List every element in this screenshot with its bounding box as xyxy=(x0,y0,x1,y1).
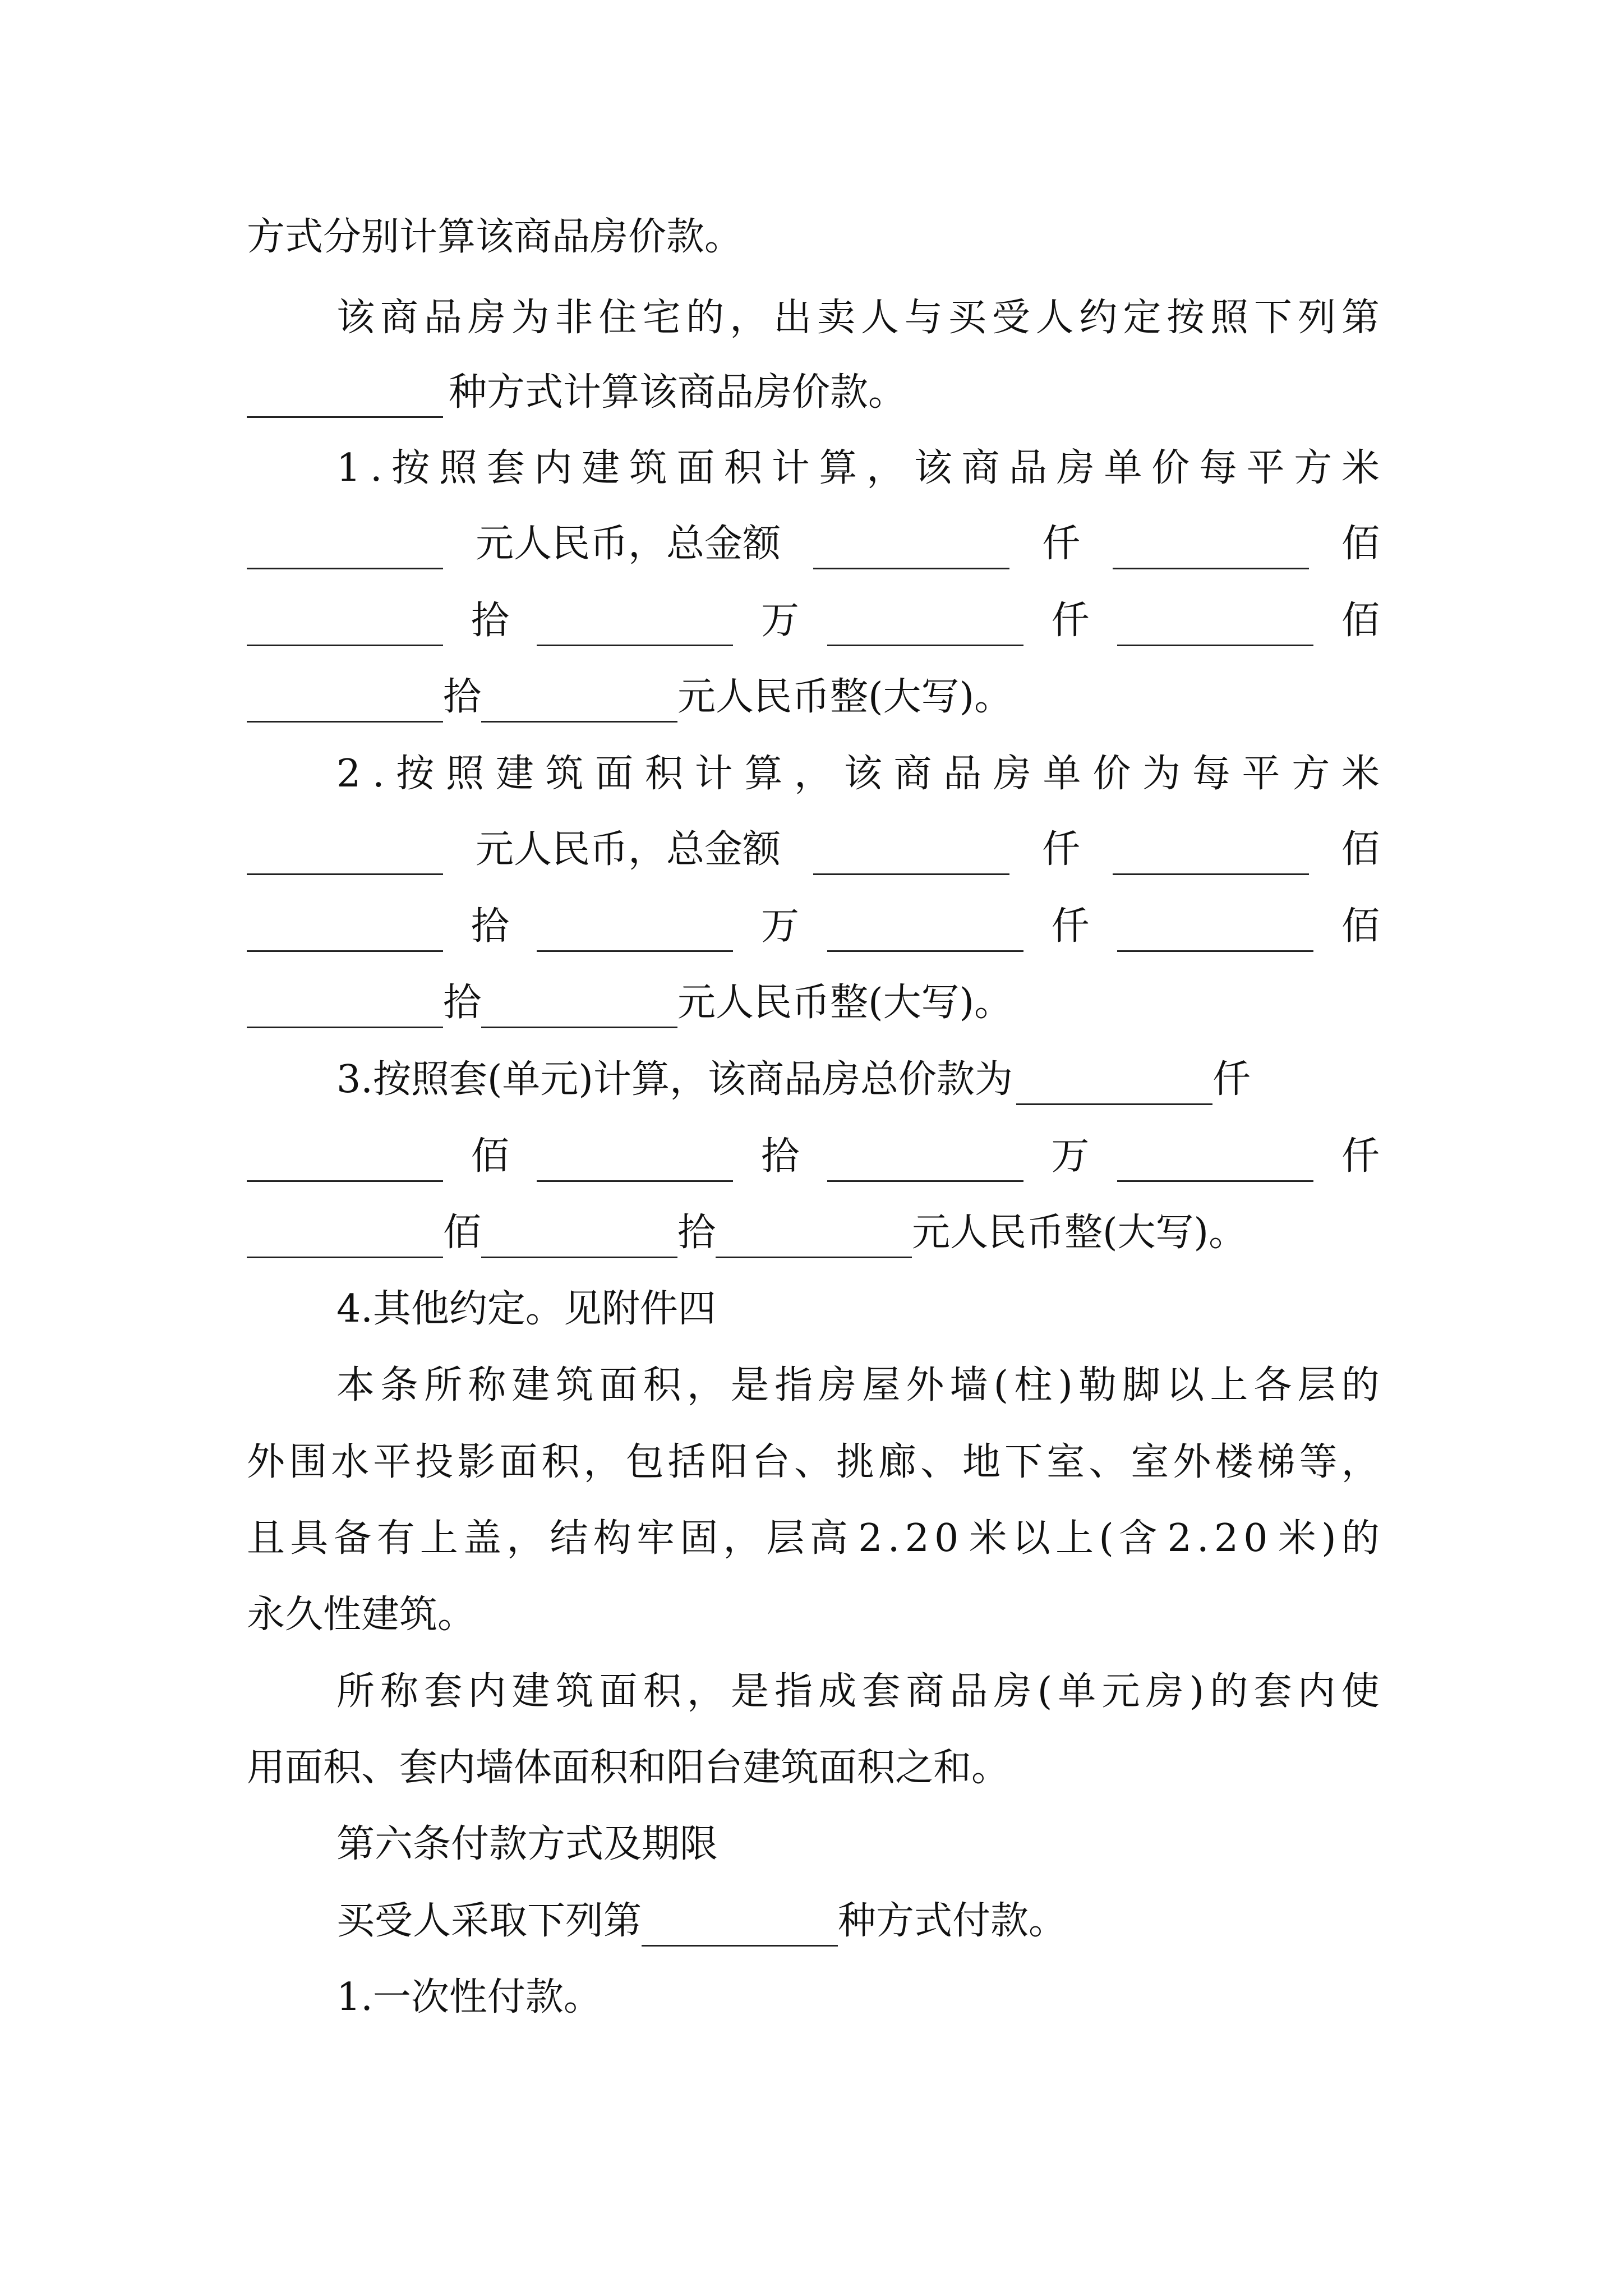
text-line xyxy=(247,367,1380,418)
character: ， xyxy=(866,446,905,490)
character: ( xyxy=(1037,1669,1053,1714)
character: ， xyxy=(506,1516,545,1561)
text-line xyxy=(336,1667,1380,1717)
unit-label: 仟 xyxy=(1212,1057,1251,1102)
character: ， xyxy=(686,1363,725,1407)
text-line xyxy=(336,1896,1380,1947)
character: 住 xyxy=(598,296,637,340)
text-line xyxy=(247,1131,1380,1182)
paragraph-text: 种方式付款。 xyxy=(838,1899,1067,1943)
character: 各 xyxy=(1253,1363,1292,1407)
amount-blank[interactable] xyxy=(247,611,443,646)
amount-blank[interactable] xyxy=(1117,1147,1313,1182)
character: 面 xyxy=(599,1363,638,1407)
text-line xyxy=(336,1055,1380,1105)
amount-blank[interactable] xyxy=(1117,917,1313,952)
amount-blank[interactable] xyxy=(813,840,1009,875)
character: 方 xyxy=(1292,752,1330,796)
character: 建 xyxy=(581,446,620,490)
character: 称 xyxy=(468,1363,506,1407)
character: 房 xyxy=(818,1363,857,1407)
character: 牢 xyxy=(636,1516,675,1561)
amount-blank[interactable] xyxy=(813,534,1009,569)
character: ) xyxy=(1321,1516,1336,1561)
character: 米 xyxy=(1341,752,1380,796)
character: 2 xyxy=(1167,1516,1192,1561)
character: . xyxy=(370,446,382,490)
character: 筑 xyxy=(629,446,667,490)
character: 品 xyxy=(1009,446,1048,490)
amount-blank[interactable] xyxy=(247,993,443,1028)
character: 成 xyxy=(818,1669,857,1714)
amount-blank[interactable] xyxy=(247,1223,443,1258)
character: 房 xyxy=(1056,446,1095,490)
character: 台 xyxy=(751,1440,790,1484)
character: 面 xyxy=(676,446,715,490)
paragraph-text: 元人民币整(大写)。 xyxy=(677,981,1013,1025)
character: 称 xyxy=(380,1669,419,1714)
character: 商 xyxy=(893,752,932,796)
text-line xyxy=(247,1513,1380,1564)
paragraph-text: 买受人采取下列第 xyxy=(336,1899,642,1943)
clause-3-heading: 3.按照套(单元)计算，该商品房总价款为 xyxy=(336,1057,1013,1102)
unit-label: 仟 xyxy=(1051,599,1090,643)
character: 所 xyxy=(336,1669,375,1714)
character: 建 xyxy=(495,752,534,796)
character: ( xyxy=(993,1363,1009,1407)
text-line xyxy=(247,901,1380,952)
amount-blank[interactable] xyxy=(827,917,1023,952)
character: 出 xyxy=(773,296,812,340)
character: 方 xyxy=(1294,446,1332,490)
character: 脚 xyxy=(1122,1363,1161,1407)
character: 内 xyxy=(1297,1669,1336,1714)
character: 上 xyxy=(1210,1363,1248,1407)
character: 宅 xyxy=(642,296,681,340)
character: 每 xyxy=(1192,752,1230,796)
character: 照 xyxy=(439,446,477,490)
text-line xyxy=(247,1437,1380,1488)
character: 廊 xyxy=(878,1440,916,1484)
character: 卖 xyxy=(817,296,855,340)
unit-label: 拾 xyxy=(761,1134,800,1179)
character: 内 xyxy=(468,1669,506,1714)
character: 梯 xyxy=(1257,1440,1295,1484)
character: 层 xyxy=(1297,1363,1336,1407)
character: 1 xyxy=(336,446,361,490)
payment-option-1: 1.一次性付款。 xyxy=(336,1975,602,2019)
character: 元 xyxy=(1101,1669,1140,1714)
character: 备 xyxy=(333,1516,372,1561)
text-line xyxy=(247,1743,1380,1793)
character: ( xyxy=(1099,1516,1114,1561)
character: 围 xyxy=(289,1440,328,1484)
section-heading: 第六条付款方式及期限 xyxy=(336,1822,718,1866)
character: 米 xyxy=(969,1516,1007,1561)
unit-label: 仟 xyxy=(1041,522,1080,566)
unit-label: 万 xyxy=(761,904,800,949)
payment-method-blank[interactable] xyxy=(642,1911,838,1947)
amount-label: 元人民币，总金额 xyxy=(475,827,781,872)
character: 积 xyxy=(724,446,763,490)
amount-blank[interactable] xyxy=(247,687,443,723)
character: 的 xyxy=(1341,1516,1380,1561)
character: ， xyxy=(794,752,833,796)
character: 外 xyxy=(906,1363,944,1407)
text-line xyxy=(247,519,1380,569)
character: 与 xyxy=(904,296,943,340)
text-line xyxy=(247,672,1380,723)
character: 使 xyxy=(1341,1669,1380,1714)
character: 该 xyxy=(914,446,952,490)
amount-blank[interactable] xyxy=(537,611,733,646)
character: ， xyxy=(583,1440,622,1484)
character: 品 xyxy=(949,1669,988,1714)
text-line xyxy=(247,978,1380,1028)
character: 套 xyxy=(486,446,525,490)
text-line xyxy=(336,749,1380,799)
text-line xyxy=(336,1819,1380,1870)
character: 按 xyxy=(1166,296,1205,340)
character: 积 xyxy=(644,752,683,796)
fill-in-blank[interactable] xyxy=(247,383,443,418)
character: 单 xyxy=(1043,752,1081,796)
character: 房 xyxy=(1145,1669,1184,1714)
amount-blank[interactable] xyxy=(1113,534,1309,569)
character: 以 xyxy=(1166,1363,1205,1407)
text-line xyxy=(336,1360,1380,1411)
character: 房 xyxy=(993,1669,1032,1714)
character: 是 xyxy=(730,1669,769,1714)
character: 面 xyxy=(499,1440,538,1484)
unit-label: 拾 xyxy=(443,981,482,1025)
character: 室 xyxy=(1131,1440,1169,1484)
character: 的 xyxy=(686,296,725,340)
character: 柱 xyxy=(1014,1363,1053,1407)
unit-label: 佰 xyxy=(1341,827,1380,872)
character: 面 xyxy=(599,1669,638,1714)
character: 墙 xyxy=(949,1363,988,1407)
character: ) xyxy=(1189,1669,1205,1714)
paragraph-text: 用面积、套内墙体面积和阳台建筑面积之和。 xyxy=(247,1746,1010,1790)
character: 指 xyxy=(774,1363,813,1407)
character: ， xyxy=(723,1516,762,1561)
unit-label: 万 xyxy=(1051,1134,1090,1179)
character: . xyxy=(372,752,385,796)
text-line xyxy=(247,596,1380,646)
character: 商 xyxy=(961,446,1000,490)
amount-blank[interactable] xyxy=(481,687,677,723)
character: 平 xyxy=(373,1440,412,1484)
character: 所 xyxy=(424,1363,463,1407)
character: . xyxy=(887,1516,900,1561)
character: 、 xyxy=(920,1440,959,1484)
unit-price-blank[interactable] xyxy=(247,534,443,569)
character: 套 xyxy=(1253,1669,1292,1714)
character: 筑 xyxy=(555,1669,594,1714)
character: 下 xyxy=(1254,296,1293,340)
character: 该 xyxy=(336,296,375,340)
character: 的 xyxy=(1210,1669,1248,1714)
character: 积 xyxy=(541,1440,580,1484)
character: 0 xyxy=(934,1516,959,1561)
character: 勒 xyxy=(1078,1363,1117,1407)
character: 条 xyxy=(380,1363,419,1407)
unit-label: 拾 xyxy=(471,599,509,643)
text-line xyxy=(247,212,1380,263)
character: 价 xyxy=(1151,446,1190,490)
character: 买 xyxy=(948,296,986,340)
character: 下 xyxy=(1004,1440,1043,1484)
character: 单 xyxy=(1104,446,1142,490)
character: 屋 xyxy=(862,1363,901,1407)
character: 结 xyxy=(550,1516,588,1561)
unit-label: 拾 xyxy=(677,1211,716,1255)
character: 2 xyxy=(905,1516,929,1561)
character: 列 xyxy=(1297,296,1336,340)
character: 受 xyxy=(992,296,1030,340)
amount-blank[interactable] xyxy=(247,917,443,952)
amount-blank[interactable] xyxy=(537,917,733,952)
character: 以 xyxy=(1012,1516,1050,1561)
character: ) xyxy=(1058,1363,1073,1407)
character: 、 xyxy=(794,1440,832,1484)
character: 内 xyxy=(534,446,573,490)
character: 的 xyxy=(1341,1363,1380,1407)
character: 层 xyxy=(766,1516,805,1561)
character: 地 xyxy=(962,1440,1001,1484)
character: 房 xyxy=(467,296,506,340)
unit-label: 佰 xyxy=(1341,904,1380,949)
character: 按 xyxy=(391,446,430,490)
text-line xyxy=(336,1284,1380,1335)
character: 室 xyxy=(1046,1440,1085,1484)
paragraph-text: 元人民币整(大写)。 xyxy=(677,675,1013,719)
character: 平 xyxy=(1242,752,1280,796)
character: 为 xyxy=(1142,752,1181,796)
character: ， xyxy=(730,296,768,340)
character: 米 xyxy=(1278,1516,1316,1561)
amount-blank[interactable] xyxy=(481,993,677,1028)
unit-label: 佰 xyxy=(1341,599,1380,643)
text-line xyxy=(336,293,1380,343)
unit-label: 佰 xyxy=(1341,522,1380,566)
text-line xyxy=(336,443,1380,494)
character: 房 xyxy=(993,752,1031,796)
character: 非 xyxy=(555,296,593,340)
character: 挑 xyxy=(836,1440,874,1484)
character: 套 xyxy=(424,1669,463,1714)
character: 价 xyxy=(1092,752,1131,796)
amount-blank[interactable] xyxy=(247,1147,443,1182)
character: 人 xyxy=(1035,296,1074,340)
character: 盖 xyxy=(463,1516,502,1561)
character: 商 xyxy=(380,296,418,340)
character: 外 xyxy=(1173,1440,1211,1484)
character: 按 xyxy=(396,752,435,796)
amount-blank[interactable] xyxy=(1016,1070,1212,1105)
character: 包 xyxy=(625,1440,664,1484)
character: 积 xyxy=(643,1363,681,1407)
amount-blank[interactable] xyxy=(481,1223,677,1258)
character: 照 xyxy=(446,752,485,796)
amount-blank[interactable] xyxy=(1113,840,1309,875)
character: 单 xyxy=(1058,1669,1096,1714)
character: 等 xyxy=(1299,1440,1338,1484)
unit-label: 仟 xyxy=(1341,1134,1380,1179)
character: 该 xyxy=(843,752,882,796)
character: 计 xyxy=(771,446,810,490)
character: 2 xyxy=(1214,1516,1239,1561)
amount-blank[interactable] xyxy=(1117,611,1313,646)
character: 投 xyxy=(415,1440,454,1484)
paragraph-text: 元人民币整(大写)。 xyxy=(912,1211,1247,1255)
character: 约 xyxy=(1079,296,1118,340)
amount-blank[interactable] xyxy=(537,1147,733,1182)
character: 计 xyxy=(694,752,733,796)
character: 本 xyxy=(336,1363,375,1407)
character: 套 xyxy=(862,1669,901,1714)
character: 上 xyxy=(419,1516,458,1561)
character: 平 xyxy=(1246,446,1285,490)
character: 面 xyxy=(595,752,634,796)
character: 为 xyxy=(511,296,550,340)
character: 且 xyxy=(247,1516,285,1561)
unit-label: 拾 xyxy=(443,675,482,719)
character: 照 xyxy=(1210,296,1249,340)
character: 人 xyxy=(860,296,899,340)
paragraph-text: 永久性建筑。 xyxy=(247,1593,476,1637)
character: 固 xyxy=(680,1516,718,1561)
unit-price-blank[interactable] xyxy=(247,840,443,875)
character: 括 xyxy=(667,1440,706,1484)
unit-label: 拾 xyxy=(471,904,509,949)
unit-label: 仟 xyxy=(1041,827,1080,872)
character: . xyxy=(1196,1516,1209,1561)
character: 楼 xyxy=(1215,1440,1253,1484)
character: 构 xyxy=(593,1516,631,1561)
character: 高 xyxy=(809,1516,848,1561)
character: 算 xyxy=(744,752,783,796)
unit-label: 佰 xyxy=(471,1134,509,1179)
character: 米 xyxy=(1341,446,1380,490)
character: 影 xyxy=(457,1440,496,1484)
character: 0 xyxy=(1243,1516,1268,1561)
character: 有 xyxy=(376,1516,415,1561)
unit-label: 佰 xyxy=(443,1211,482,1255)
character: 是 xyxy=(730,1363,769,1407)
character: 水 xyxy=(331,1440,370,1484)
paragraph-text: 方式分别计算该商品房价款。 xyxy=(247,215,743,259)
character: 每 xyxy=(1198,446,1237,490)
character: 筑 xyxy=(555,1363,594,1407)
character: 、 xyxy=(1089,1440,1127,1484)
character: 2 xyxy=(336,752,361,796)
character: 积 xyxy=(643,1669,681,1714)
character: 具 xyxy=(290,1516,329,1561)
amount-blank[interactable] xyxy=(716,1223,912,1258)
amount-label: 元人民币，总金额 xyxy=(475,522,781,566)
character: 筑 xyxy=(545,752,584,796)
character: 含 xyxy=(1119,1516,1158,1561)
unit-label: 仟 xyxy=(1051,904,1090,949)
amount-blank[interactable] xyxy=(827,1147,1023,1182)
amount-blank[interactable] xyxy=(827,611,1023,646)
character: 上 xyxy=(1055,1516,1094,1561)
unit-label: 万 xyxy=(761,599,800,643)
text-line xyxy=(336,1972,1380,2023)
paragraph-text: 种方式计算该商品房价款。 xyxy=(449,370,907,415)
text-line xyxy=(247,825,1380,875)
character: 算 xyxy=(819,446,857,490)
character: 定 xyxy=(1123,296,1161,340)
character: 商 xyxy=(906,1669,944,1714)
character: 建 xyxy=(511,1669,550,1714)
clause-4-heading: 4.其他约定。见附件四 xyxy=(336,1287,716,1331)
text-line xyxy=(247,1208,1380,1258)
text-line xyxy=(247,1590,1380,1640)
character: 阳 xyxy=(709,1440,748,1484)
character: 品 xyxy=(423,296,462,340)
character: 建 xyxy=(511,1363,550,1407)
character: ， xyxy=(1341,1440,1380,1484)
character: 外 xyxy=(247,1440,285,1484)
character: 指 xyxy=(774,1669,813,1714)
character: 2 xyxy=(858,1516,883,1561)
character: 第 xyxy=(1341,296,1380,340)
character: 品 xyxy=(943,752,982,796)
character: ， xyxy=(686,1669,725,1714)
